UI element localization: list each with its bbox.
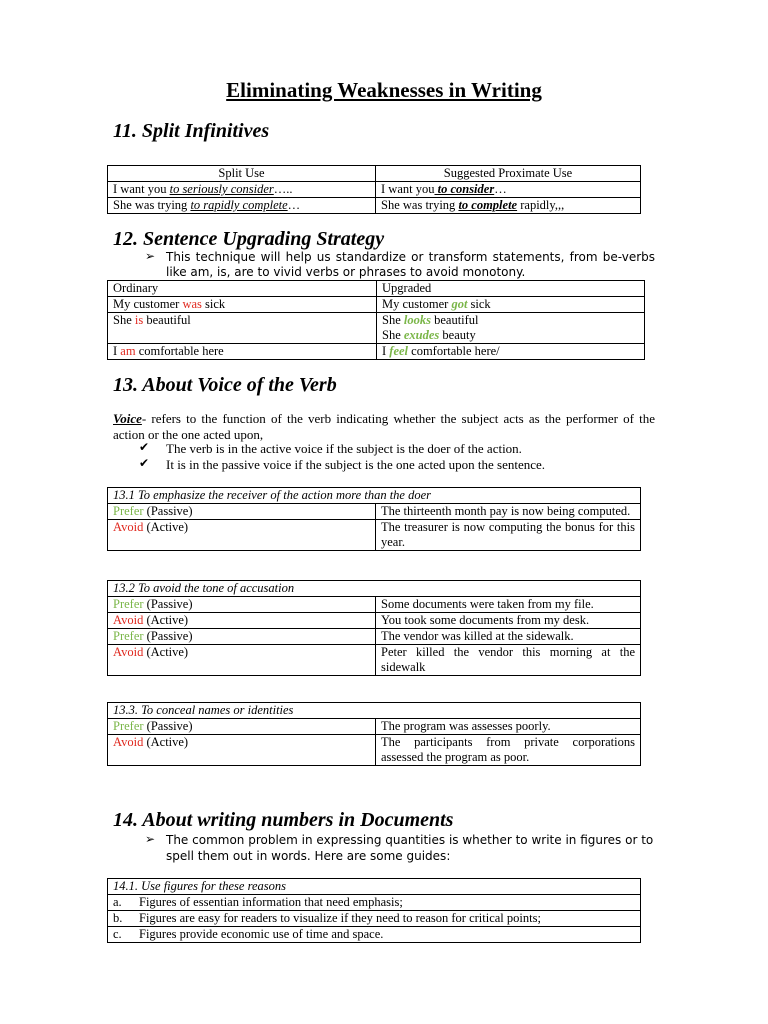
header-proximate-use: Suggested Proximate Use [376,166,641,182]
s12-intro: This technique will help us standardize or transform statements, from be-verbs like am, is, are to vivid verbs or phrases to avoid monotony. [166,250,655,279]
section-14-heading: 14. About writing numbers in Documents [113,809,454,831]
header-upgraded: Upgraded [377,281,645,297]
voice-table-13-2 [107,580,641,676]
table-row: I want you to seriously consider….. I want you to consider… [108,182,641,198]
table-row: Avoid (Active) The treasurer is now computing the bonus for this year. [108,520,641,551]
s14-intro: The common problem in expressing quantities is whether to write in figures or to spell them out in words. Here are some guides: [166,833,654,863]
section-13-heading: 13. About Voice of the Verb [113,374,337,396]
table-caption: 13.2 To avoid the tone of accusation [108,581,641,597]
list-item: c. Figures provide economic use of time and space. [108,927,641,943]
table-row: I am comfortable here I feel comfortable here/ [108,344,645,360]
list-item: a. Figures of essentian information that need emphasis; [108,895,641,911]
numbers-table [107,878,641,943]
table-row: She is beautiful She looks beautiful She exudes beauty [108,313,645,344]
table-row: She was trying to rapidly complete… She was trying to complete rapidly,,, [108,198,641,214]
split-infinitives-table [107,165,641,214]
section-11-heading: 11. Split Infinitives [113,120,270,142]
table-row: Prefer (Passive) The program was assesses poorly. [108,719,641,735]
header-split-use: Split Use [108,166,376,182]
voice-definition: Voice- refers to the function of the verb indicating whether the subject acts as the performer of the action or the one acted upon, [113,411,655,442]
list-item: b. Figures are easy for readers to visualize if they need to reason for critical points; [108,911,641,927]
check-icon: ✔ [139,440,150,454]
check-icon: ✔ [139,456,150,470]
voice-table-13-1 [107,487,641,551]
table-row: Prefer (Passive) The vendor was killed at the sidewalk. [108,629,641,645]
table-row: Prefer (Passive) Some documents were taken from my file. [108,597,641,613]
table-row: Prefer (Passive) The thirteenth month pay is now being computed. [108,504,641,520]
arrow-bullet-icon: ➢ [145,832,156,846]
table-caption: 14.1. Use figures for these reasons [108,879,641,895]
table-row: Avoid (Active) Peter killed the vendor this morning at the sidewalk [108,645,641,676]
check-item-1: The verb is in the active voice if the subject is the doer of the action. [166,441,522,456]
upgrading-table [107,280,645,360]
table-row: My customer was sick My customer got sick [108,297,645,313]
page-title: Eliminating Weaknesses in Writing [226,78,542,102]
header-ordinary: Ordinary [108,281,377,297]
table-caption: 13.3. To conceal names or identities [108,703,641,719]
table-row: Avoid (Active) You took some documents from my desk. [108,613,641,629]
check-item-2: It is in the passive voice if the subject is the one acted upon the sentence. [166,457,546,472]
table-row: Avoid (Active) The participants from private corporations assessed the program as poor. [108,735,641,766]
section-12-heading: 12. Sentence Upgrading Strategy [113,228,385,250]
arrow-bullet-icon: ➢ [145,249,156,263]
voice-table-13-3 [107,702,641,766]
table-caption: 13.1 To emphasize the receiver of the action more than the doer [108,488,641,504]
